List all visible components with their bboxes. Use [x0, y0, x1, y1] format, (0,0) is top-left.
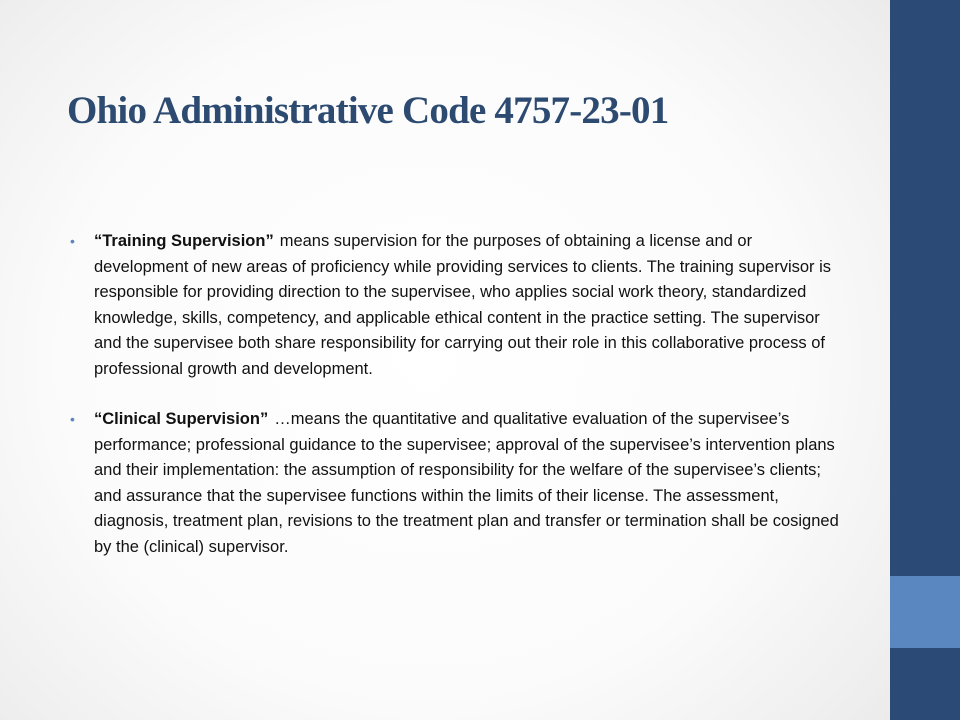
bullet-dot-icon: • [70, 411, 75, 427]
bullet-term: “Training Supervision” [94, 232, 274, 250]
slide-title: Ohio Administrative Code 4757-23-01 [67, 89, 669, 132]
sidebar-decoration [890, 0, 960, 720]
bullet-text: means supervision for the purposes of obtaining a license and or development of new areas of proficiency while providing services to clients. The training supervisor is responsible for providing direction to the supervisee, who applies social work theory, standardized knowledge, skills, competency, and applicable ethical content in the practice setting. The supervisor and the supervisee both share responsibility for carrying out their role in this collaborative process of professional growth and development. [94, 232, 832, 378]
bullet-dot-icon: • [70, 233, 75, 249]
sidebar-accent-block [890, 576, 960, 648]
bullet-text: …means the quantitative and qualitative evaluation of the supervisee’s performance; professional guidance to the supervisee; approval of the supervisee’s intervention plans and their implementation: the assumption of responsibility for the welfare of the supervisee’s clients; and assurance that the supervisee functions within the limits of their license. The assessment, diagnosis, treatment plan, revisions to the treatment plan and transfer or termination shall be cosigned by the (clinical) supervisor. [94, 410, 839, 556]
bullet-item-clinical-supervision [70, 407, 839, 560]
bullet-list [70, 229, 839, 560]
bullet-term: “Clinical Supervision” [94, 410, 269, 428]
bullet-item-training-supervision [70, 229, 839, 382]
